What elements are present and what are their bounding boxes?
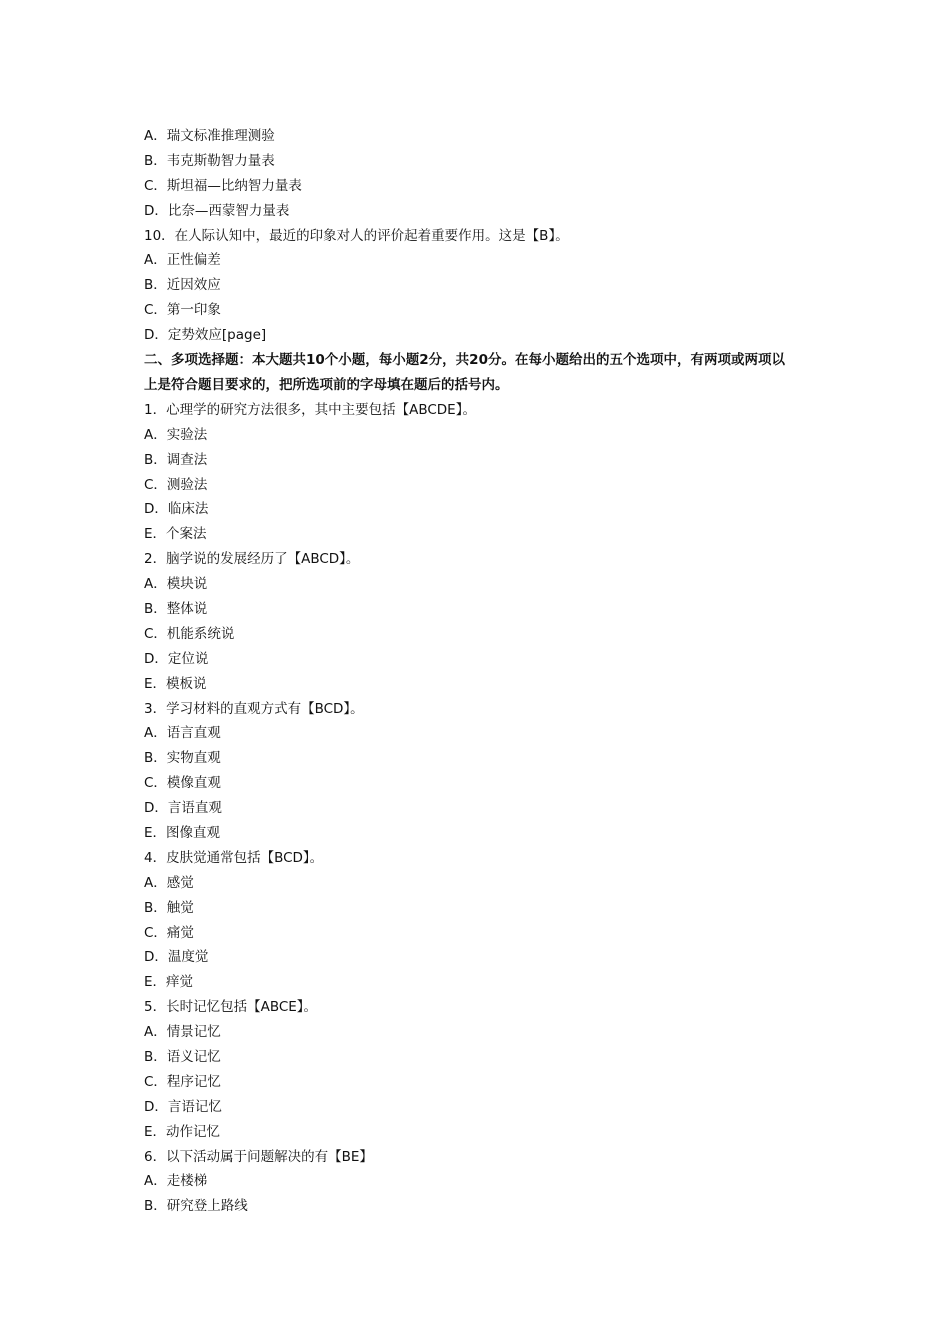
question-block-single-choice — [144, 124, 816, 348]
answer-option: A．模块说 — [144, 576, 208, 593]
answer-option: E．动作记忆 — [144, 1123, 221, 1140]
answer-option: C．机能系统说 — [144, 625, 235, 642]
answer-option: D．定势效应[page] — [144, 327, 267, 344]
section-heading-line-2: 上是符合题目要求的，把所选项前的字母填在题后的括号内。 — [144, 376, 509, 393]
answer-option: C．测验法 — [144, 476, 208, 493]
answer-option: A．感觉 — [144, 874, 194, 891]
answer-option: A．语言直观 — [144, 725, 221, 742]
answer-option: E．模板说 — [144, 675, 207, 692]
answer-option: A．情景记忆 — [144, 1024, 221, 1041]
question-stem: 2．脑学说的发展经历了【ABCD】。 — [144, 551, 360, 568]
section-heading-line-1: 二、多项选择题：本大题共10个小题，每小题2分，共20分。在每小题给出的五个选项中，有两项或两项以 — [144, 352, 785, 369]
answer-option: A．瑞文标准推理测验 — [144, 128, 275, 144]
question-stem: 6．以下活动属于问题解决的有【BE】 — [144, 1148, 373, 1165]
question-stem: 5．长时记忆包括【ABCE】。 — [144, 999, 318, 1016]
question-stem: 1．心理学的研究方法很多，其中主要包括【ABCDE】。 — [144, 401, 476, 418]
answer-option: B．实物直观 — [144, 750, 221, 767]
section-heading — [144, 348, 816, 398]
answer-option: C．痛觉 — [144, 924, 194, 941]
document-body — [144, 124, 816, 1219]
answer-option: D．温度觉 — [144, 949, 209, 966]
question-stem: 10．在人际认知中，最近的印象对人的评价起着重要作用。这是【B】。 — [144, 227, 569, 244]
answer-option: B．近因效应 — [144, 277, 221, 294]
answer-option: A．走楼梯 — [144, 1173, 208, 1190]
answer-option: C．程序记忆 — [144, 1073, 221, 1090]
answer-option: B．调查法 — [144, 451, 208, 468]
answer-option: D．定位说 — [144, 650, 209, 667]
answer-option: C．模像直观 — [144, 775, 221, 792]
question-stem: 4．皮肤觉通常包括【BCD】。 — [144, 849, 324, 866]
answer-option: B．韦克斯勒智力量表 — [144, 152, 275, 169]
answer-option: A．实验法 — [144, 426, 208, 443]
answer-option: E．图像直观 — [144, 824, 221, 841]
answer-option: B．语义记忆 — [144, 1048, 221, 1065]
answer-option: C．斯坦福—比纳智力量表 — [144, 177, 302, 194]
answer-option: B．整体说 — [144, 600, 208, 617]
question-block-multiple-choice — [144, 398, 816, 1219]
answer-option: B．研究登上路线 — [144, 1198, 248, 1215]
answer-option: B．触觉 — [144, 899, 194, 916]
answer-option: D．言语记忆 — [144, 1098, 222, 1115]
answer-option: A．正性偏差 — [144, 252, 221, 269]
answer-option: E．痒觉 — [144, 974, 194, 991]
question-stem: 3．学习材料的直观方式有【BCD】。 — [144, 700, 364, 717]
answer-option: D．比奈—西蒙智力量表 — [144, 202, 290, 219]
answer-option: D．言语直观 — [144, 800, 222, 817]
answer-option: D．临床法 — [144, 501, 209, 518]
answer-option: C．第一印象 — [144, 302, 221, 319]
answer-option: E．个案法 — [144, 526, 207, 543]
